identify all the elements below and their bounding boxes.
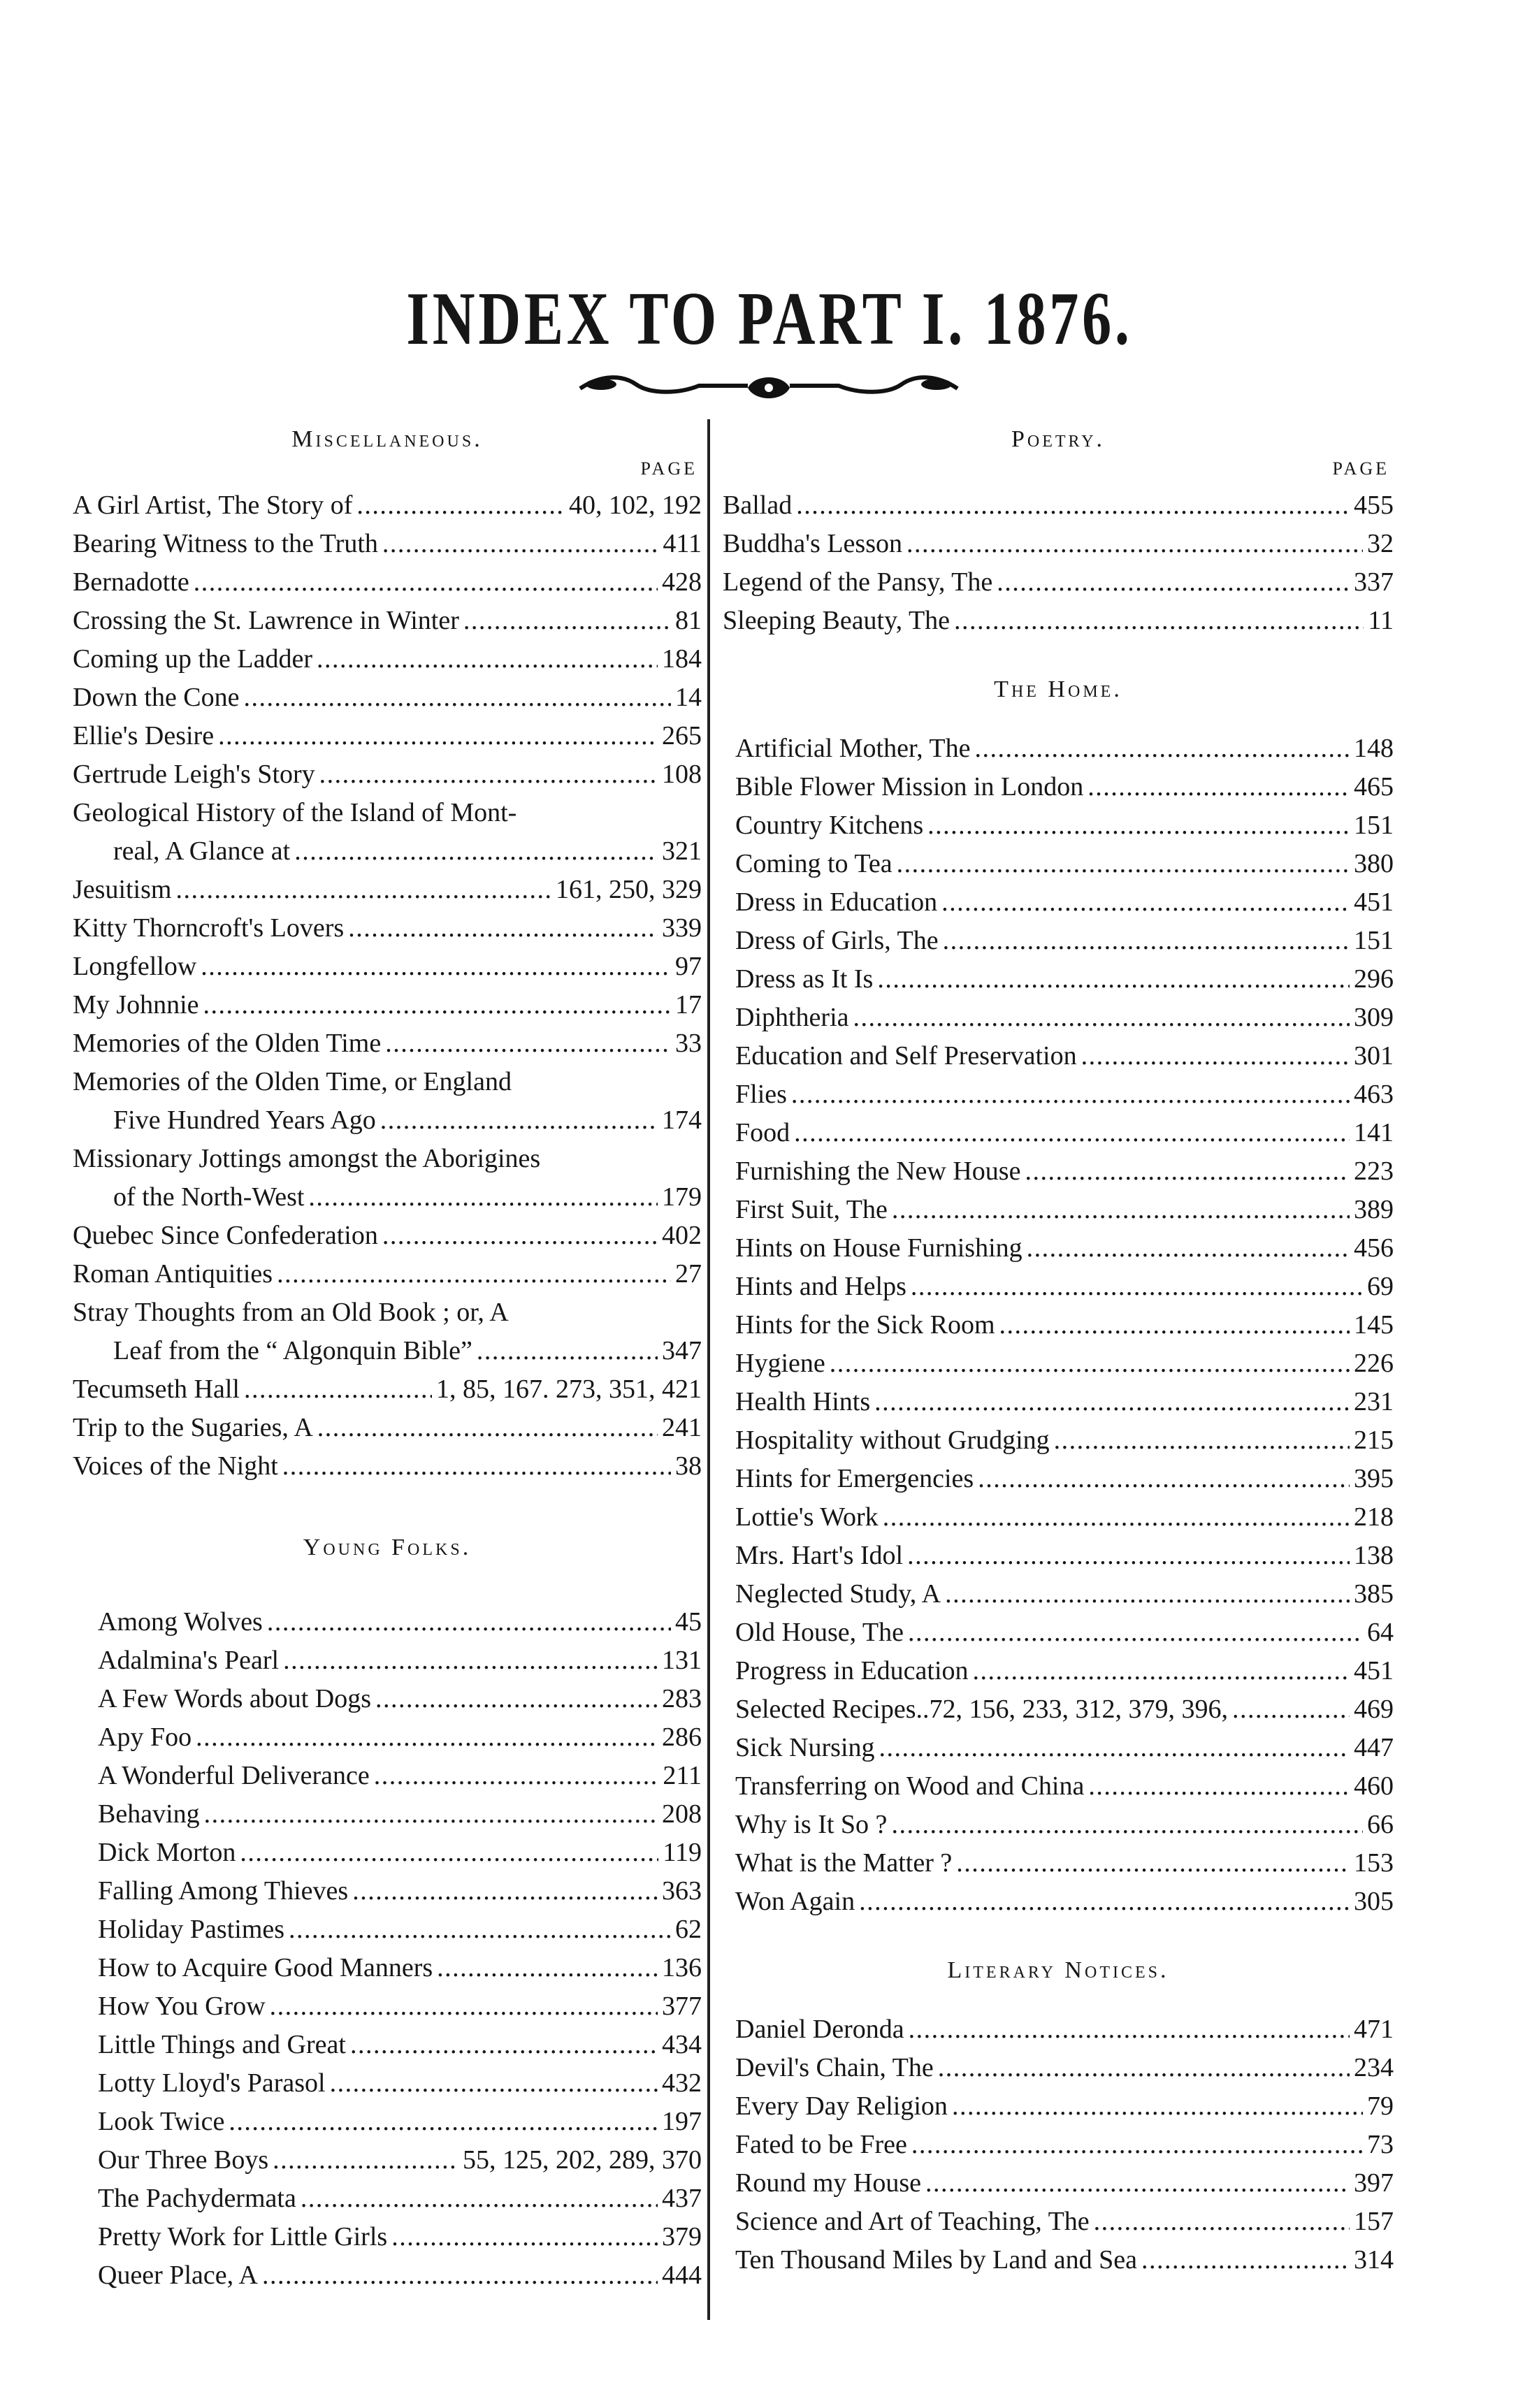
page-column-header: PAGE [1332,458,1389,479]
index-entry: Mrs. Hart's Idol . . . 138 [735,1537,1394,1575]
index-entry: A Wonderful Deliverance . . . 211 [73,1757,702,1795]
index-entry: Legend of the Pansy, The . . . 337 [723,563,1394,602]
index-entry: Food . . . 141 [735,1114,1394,1152]
column-divider [707,419,710,2320]
index-entry: Ten Thousand Miles by Land and Sea . . . 314 [735,2241,1394,2279]
index-entry: Crossing the St. Lawrence in Winter . . . 81 [73,602,702,640]
index-entry: Lottie's Work . . . 218 [735,1498,1394,1537]
index-entry: Hints for Emergencies . . . 395 [735,1460,1394,1498]
index-entry: Pretty Work for Little Girls . . . 379 [73,2218,702,2256]
index-entry: Buddha's Lesson . . . 32 [723,525,1394,563]
index-entry: Queer Place, A . . . 444 [73,2256,702,2295]
index-entry: Devil's Chain, The . . . 234 [735,2049,1394,2087]
index-entry: Memories of the Olden Time, or England [73,1067,512,1096]
index-entry: Tecumseth Hall . . . 1, 85, 167. 273, 351, 421 [73,1370,702,1409]
index-entry: Furnishing the New House . . . 223 [735,1152,1394,1191]
index-entry: Roman Antiquities . . . 27 [73,1255,702,1293]
index-entry: Coming up the Ladder . . . 184 [73,640,702,679]
index-entry: Diphtheria . . . 309 [735,999,1394,1037]
index-entry: Our Three Boys . . . 55, 125, 202, 289, 370 [73,2141,702,2179]
index-entry: Selected Recipes..72, 156, 233, 312, 379, 396, . . . 469 [735,1690,1394,1729]
index-entry: Holiday Pastimes . . . 62 [73,1910,702,1949]
index-entry-continuation: Leaf from the “ Algonquin Bible” . . . 347 [73,1332,702,1370]
index-entry: Hygiene . . . 226 [735,1344,1394,1383]
index-entry: Lotty Lloyd's Parasol . . . 432 [73,2064,702,2103]
index-entry: Neglected Study, A . . . 385 [735,1575,1394,1613]
index-entry: Stray Thoughts from an Old Book ; or, A [73,1298,509,1327]
right-column [723,426,1394,2279]
section-heading-miscellaneous: Miscellaneous. [291,426,483,452]
index-entry: Daniel Deronda . . . 471 [735,2010,1394,2049]
index-entry: Bearing Witness to the Truth . . . 411 [73,525,702,563]
index-entry: Every Day Religion . . . 79 [735,2087,1394,2126]
index-entry: Hospitality without Grudging . . . 215 [735,1421,1394,1460]
section-heading-young-folks: Young Folks. [303,1535,472,1560]
left-column [73,426,702,2295]
index-entry: Kitty Thorncroft's Lovers . . . 339 [73,909,702,948]
index-entry: Bible Flower Mission in London . . . 465 [735,768,1394,806]
index-entry: Ballad . . . 455 [723,486,1394,525]
index-entry: What is the Matter ? . . . 153 [735,1844,1394,1883]
ornament-divider-icon [573,370,964,405]
index-entry: Voices of the Night . . . 38 [73,1447,702,1486]
index-entry: Sleeping Beauty, The . . . 11 [723,602,1394,640]
index-entry: Coming to Tea . . . 380 [735,845,1394,883]
index-entry: Longfellow . . . 97 [73,948,702,986]
index-entry-continuation: real, A Glance at . . . 321 [73,832,702,871]
index-entry: Progress in Education . . . 451 [735,1652,1394,1690]
index-entry: Hints on House Furnishing . . . 456 [735,1229,1394,1268]
index-entry: Health Hints . . . 231 [735,1383,1394,1421]
index-entry: Country Kitchens . . . 151 [735,806,1394,845]
index-entry: My Johnnie . . . 17 [73,986,702,1024]
index-entry: Why is It So ? . . . 66 [735,1806,1394,1844]
index-entry: Among Wolves . . . 45 [73,1603,702,1641]
index-entry: First Suit, The . . . 389 [735,1191,1394,1229]
index-entry: Fated to be Free . . . 73 [735,2126,1394,2164]
index-entry: Gertrude Leigh's Story . . . 108 [73,755,702,794]
index-entry: The Pachydermata . . . 437 [73,2179,702,2218]
index-entry: Falling Among Thieves . . . 363 [73,1872,702,1910]
index-entry: Artificial Mother, The . . . 148 [735,730,1394,768]
literary-notices-list [723,2010,1394,2279]
index-entry-continuation: of the North-West . . . 179 [73,1178,702,1217]
index-entry: Won Again . . . 305 [735,1883,1394,1921]
index-entry: Behaving . . . 208 [73,1795,702,1834]
index-entry: Dick Morton . . . 119 [73,1834,702,1872]
page-column-header: PAGE [640,458,698,479]
index-entry: Hints and Helps . . . 69 [735,1268,1394,1306]
index-entry: Flies . . . 463 [735,1075,1394,1114]
index-entry: Dress of Girls, The . . . 151 [735,922,1394,960]
index-entry: Sick Nursing . . . 447 [735,1729,1394,1767]
index-entry: Geological History of the Island of Mont- [73,798,517,827]
index-entry: Quebec Since Confederation . . . 402 [73,1217,702,1255]
index-entry: Old House, The . . . 64 [735,1613,1394,1652]
index-entry: Look Twice . . . 197 [73,2103,702,2141]
index-entry: Missionary Jottings amongst the Aborigines [73,1144,541,1173]
index-entry: Little Things and Great . . . 434 [73,2026,702,2064]
young-folks-list [73,1603,702,2295]
index-entry: How You Grow . . . 377 [73,1987,702,2026]
index-entry: Bernadotte . . . 428 [73,563,702,602]
index-entry: Adalmina's Pearl . . . 131 [73,1641,702,1680]
index-entry-continuation: Five Hundred Years Ago . . . 174 [73,1101,702,1140]
index-entry: Trip to the Sugaries, A . . . 241 [73,1409,702,1447]
index-entry: Memories of the Olden Time . . . 33 [73,1024,702,1063]
miscellaneous-list [73,486,702,1486]
index-entry: Hints for the Sick Room . . . 145 [735,1306,1394,1344]
index-entry: Round my House . . . 397 [735,2164,1394,2203]
index-entry: Down the Cone . . . 14 [73,679,702,717]
section-heading-poetry: Poetry. [1011,426,1106,452]
section-heading-literary-notices: Literary Notices. [947,1957,1169,1983]
index-entry: Education and Self Preservation . . . 301 [735,1037,1394,1075]
index-entry: How to Acquire Good Manners . . . 136 [73,1949,702,1987]
index-entry: Jesuitism . . . 161, 250, 329 [73,871,702,909]
index-entry: Apy Foo . . . 286 [73,1718,702,1757]
index-entry: Dress as It Is . . . 296 [735,960,1394,999]
poetry-list [723,486,1394,640]
index-title: INDEX TO PART I. 1876. [406,277,1133,361]
index-entry: Transferring on Wood and China . . . 460 [735,1767,1394,1806]
index-entry: Dress in Education . . . 451 [735,883,1394,922]
index-entry: Ellie's Desire . . . 265 [73,717,702,755]
section-heading-the-home: The Home. [994,676,1122,702]
index-entry: A Few Words about Dogs . . . 283 [73,1680,702,1718]
index-entry: Science and Art of Teaching, The . . . 157 [735,2203,1394,2241]
the-home-list [723,730,1394,1921]
index-entry: A Girl Artist, The Story of . . . 40, 102, 192 [73,486,702,525]
